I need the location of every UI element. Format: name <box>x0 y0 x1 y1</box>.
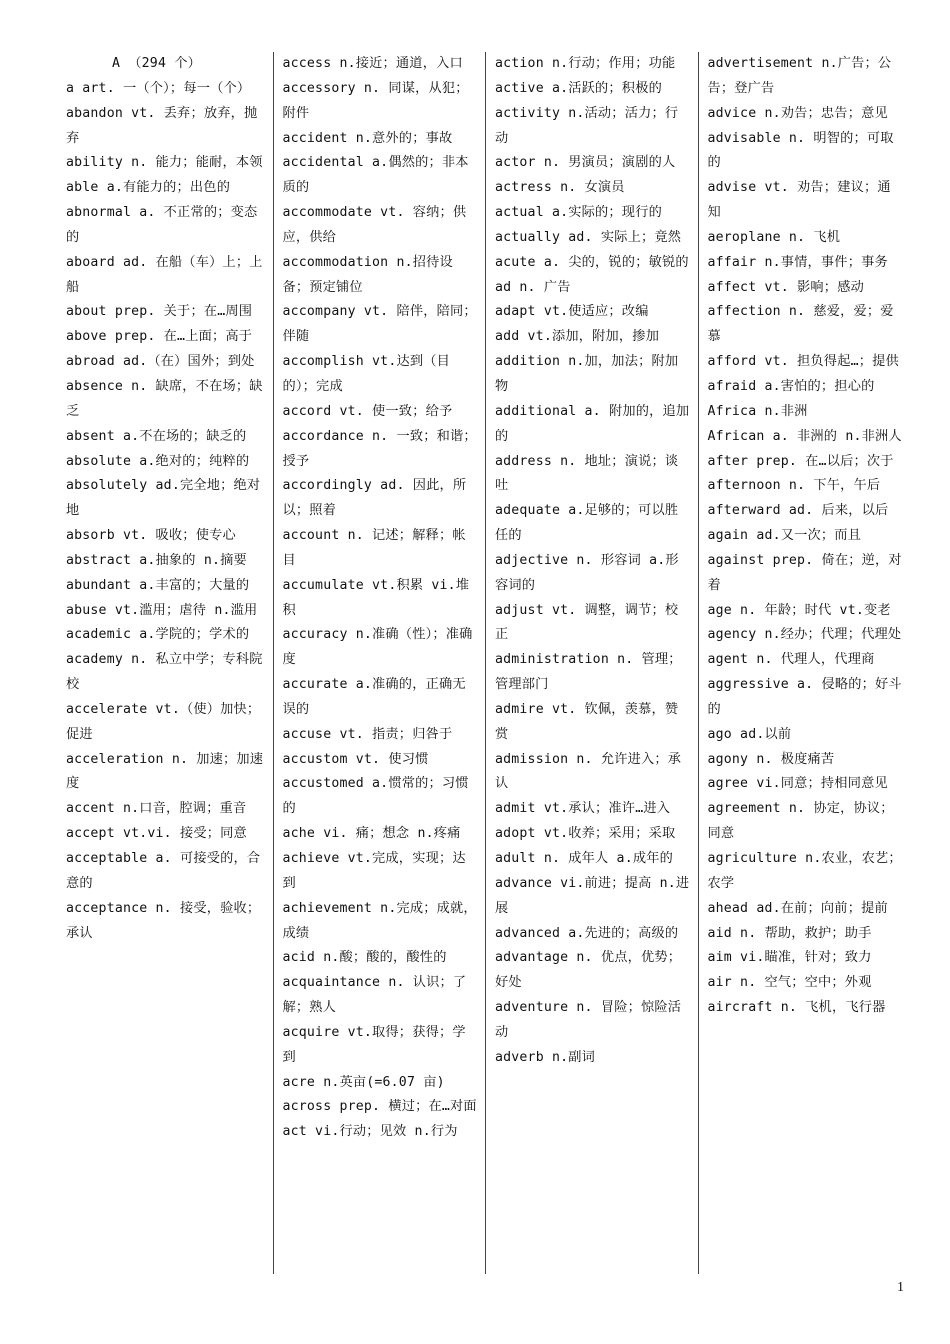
vocab-entry: add vt.添加，附加，掺加 <box>495 329 660 345</box>
vocab-entry: admit vt.承认；准许…进入 <box>495 801 671 817</box>
vocab-entry: additional a. 附加的，追加的 <box>495 403 690 444</box>
vocab-entry: advise vt. 劝告；建议；通知 <box>707 180 891 221</box>
vocab-entry: achieve vt.完成，实现；达到 <box>282 851 466 891</box>
vocab-entry: advice n.劝告；忠告；意见 <box>707 105 888 121</box>
vocab-entry: absolutely ad.完全地；绝对地 <box>66 478 261 519</box>
vocab-entry: achievement n.完成；成就，成绩 <box>282 900 477 941</box>
vocab-entry: accept vt.vi. 接受；同意 <box>66 826 247 842</box>
vocab-entry: across prep. 横过；在…对面 <box>282 1099 477 1115</box>
vocab-entry: aim vi.瞄准，针对；致力 <box>707 950 872 966</box>
vocab-entry: ability n. 能力；能耐，本领 <box>66 155 263 171</box>
vocab-entry: address n. 地址；演说；谈吐 <box>495 453 679 494</box>
vocab-entry: afternoon n. 下午，午后 <box>707 478 881 494</box>
page-number: 1 <box>897 1280 904 1295</box>
vocab-entry: addition n.加，加法；附加物 <box>495 354 679 394</box>
vocab-entry: active a.活跃的；积极的 <box>495 80 662 96</box>
vocab-entry: agent n. 代理人，代理商 <box>707 652 875 668</box>
vocab-entry: accompany vt. 陪伴，陪同；伴随 <box>282 304 477 345</box>
vocab-entry: accidental a.偶然的；非本质的 <box>282 155 469 196</box>
vocab-entry: absorb vt. 吸收；使专心 <box>66 528 236 544</box>
vocab-entry: accordance n. 一致；和谐；授予 <box>282 428 477 469</box>
vocab-entry: admission n. 允许进入；承认 <box>495 751 682 792</box>
vocab-entry: after prep. 在…以后；次于 <box>707 453 894 469</box>
vocab-entry: abstract a.抽象的 n.摘要 <box>66 552 247 568</box>
dictionary-page <box>60 52 910 1274</box>
vocab-entry: able a.有能力的；出色的 <box>66 180 231 196</box>
vocab-entry: accordingly ad. 因此，所以；照着 <box>282 478 467 519</box>
vocab-entry: abundant a.丰富的；大量的 <box>66 577 250 593</box>
vocab-entry: adapt vt.使适应；改编 <box>495 304 649 320</box>
vocab-entry: action n.行动；作用；功能 <box>495 56 676 71</box>
vocab-entry: affection n. 慈爱，爱；爱慕 <box>707 304 894 345</box>
vocab-entry: accent n.口音，腔调；重音 <box>66 801 247 817</box>
vocab-entry: abnormal a. 不正常的；变态的 <box>66 205 258 245</box>
vocab-entry: account n. 记述；解释；帐目 <box>282 528 466 568</box>
vocab-entry: accord vt. 使一致；给予 <box>282 403 453 419</box>
vocab-entry: agriculture n.农业，农艺；农学 <box>707 851 902 891</box>
vocab-entry: acquire vt.取得；获得；学到 <box>282 1024 466 1065</box>
vocab-entry: ago ad.以前 <box>707 726 792 742</box>
column-1 <box>60 52 273 1274</box>
vocab-entry: affair n.事情，事件；事务 <box>707 254 888 270</box>
vocab-entry: a art. 一（个）；每一（个） <box>66 80 251 96</box>
vocab-entry: advance vi.前进；提高 n.进展 <box>495 875 690 916</box>
vocab-entry: accomplish vt.达到（目的）；完成 <box>282 354 451 394</box>
vocab-entry: acre n.英亩(=6.07 亩) <box>282 1074 445 1090</box>
vocab-entry: about prep. 关于；在…周围 <box>66 304 253 320</box>
vocab-entry: advisable n. 明智的；可取的 <box>707 130 894 171</box>
vocab-entry: aeroplane n. 飞机 <box>707 229 841 245</box>
vocab-entry: age n. 年龄；时代 vt.变老 <box>707 602 891 618</box>
vocab-entry: afterward ad. 后来，以后 <box>707 503 889 519</box>
vocab-entry: acceptance n. 接受，验收；承认 <box>66 900 261 941</box>
vocab-entry: abroad ad.（在）国外；到处 <box>66 354 255 370</box>
vocab-entry: acid n.酸；酸的，酸性的 <box>282 950 447 966</box>
vocab-entry: accelerate vt.（使）加快；促进 <box>66 701 261 742</box>
vocab-entry: aircraft n. 飞机，飞行器 <box>707 1000 886 1016</box>
vocab-entry: acceptable a. 可接受的，合意的 <box>66 851 261 891</box>
vocab-entry: adequate a.足够的；可以胜任的 <box>495 503 679 544</box>
column-2 <box>273 52 486 1274</box>
vocab-entry: afford vt. 担负得起…；提供 <box>707 354 899 370</box>
vocab-entry: actually ad. 实际上；竟然 <box>495 229 682 245</box>
vocab-entry: actor n. 男演员；演剧的人 <box>495 155 676 171</box>
vocab-entry: advantage n. 优点，优势；好处 <box>495 950 682 991</box>
vocab-entry: accurate a.准确的，正确无误的 <box>282 677 466 717</box>
vocab-entry: academy n. 私立中学；专科院校 <box>66 652 263 693</box>
section-heading: A （294 个） <box>112 56 201 71</box>
vocab-entry: adventure n. 冒险；惊险活动 <box>495 1000 682 1040</box>
column-4 <box>698 52 911 1274</box>
vocab-entry: admire vt. 钦佩，羡慕，赞赏 <box>495 701 679 742</box>
vocab-entry: absent a.不在场的；缺乏的 <box>66 428 247 444</box>
vocab-entry: adopt vt.收养；采用；采取 <box>495 826 676 842</box>
vocab-entry: acceleration n. 加速；加速度 <box>66 751 264 792</box>
vocab-entry: activity n.活动；活力；行动 <box>495 105 679 146</box>
vocab-entry: ache vi. 痛；想念 n.疼痛 <box>282 826 461 842</box>
vocab-entry: again ad.又一次；而且 <box>707 528 862 544</box>
vocab-entry: affect vt. 影响；感动 <box>707 279 864 295</box>
vocab-entry: agree vi.同意；持相同意见 <box>707 776 888 792</box>
vocab-entry: abuse vt.滥用；虐待 n.滥用 <box>66 602 258 618</box>
vocab-entry: academic a.学院的；学术的 <box>66 627 250 643</box>
vocab-entry: agency n.经办；代理；代理处 <box>707 627 902 643</box>
vocab-entry: accommodate vt. 容纳；供应，供给 <box>282 205 467 245</box>
vocab-entry: administration n. 管理；管理部门 <box>495 652 682 693</box>
vocab-entry: access n.接近；通道，入口 <box>282 56 463 71</box>
vocab-entry: Africa n.非洲 <box>707 403 808 419</box>
vocab-entry: absolute a.绝对的；纯粹的 <box>66 453 250 469</box>
vocab-entry: above prep. 在…上面；高于 <box>66 329 253 345</box>
vocab-entry: accumulate vt.积累 vi.堆积 <box>282 577 470 618</box>
vocab-entry: accessory n. 同谋，从犯；附件 <box>282 80 469 121</box>
vocab-entry: adjust vt. 调整，调节；校正 <box>495 602 679 643</box>
vocab-entry: air n. 空气；空中；外观 <box>707 975 872 991</box>
vocab-entry: acute a. 尖的，锐的；敏锐的 <box>495 254 689 270</box>
vocab-entry: aid n. 帮助，救护；助手 <box>707 925 872 941</box>
vocab-entry: absence n. 缺席，不在场；缺乏 <box>66 378 263 419</box>
vocab-entry: accident n.意外的；事故 <box>282 130 453 146</box>
vocab-entry: adverb n.副词 <box>495 1049 596 1065</box>
vocab-entry: accuse vt. 指责；归咎于 <box>282 726 453 742</box>
column-3 <box>485 52 698 1274</box>
vocab-entry: actress n. 女演员 <box>495 180 625 196</box>
vocab-entry: adjective n. 形容词 a.形容词的 <box>495 552 679 593</box>
vocab-entry: abandon vt. 丢弃；放弃，抛弃 <box>66 105 258 146</box>
vocab-entry: agreement n. 协定，协议；同意 <box>707 801 894 842</box>
vocab-entry: act vi.行动；见效 n.行为 <box>282 1124 458 1140</box>
vocab-entry: accustomed a.惯常的；习惯的 <box>282 776 469 817</box>
vocab-entry: afraid a.害怕的；担心的 <box>707 378 875 394</box>
vocab-entry: accuracy n.准确（性）；准确度 <box>282 627 473 668</box>
vocab-entry: ad n. 广告 <box>495 279 571 295</box>
vocab-entry: advanced a.先进的；高级的 <box>495 925 679 941</box>
vocab-entry: aggressive a. 侵略的；好斗的 <box>707 677 902 717</box>
vocab-entry: adult n. 成年人 a.成年的 <box>495 851 673 866</box>
vocab-entry: ahead ad.在前；向前；提前 <box>707 900 888 916</box>
vocab-entry: aboard ad. 在船（车）上；上船 <box>66 254 263 295</box>
vocab-entry: accustom vt. 使习惯 <box>282 751 429 767</box>
vocab-entry: actual a.实际的；现行的 <box>495 205 662 221</box>
vocab-entry: against prep. 倚在；逆，对着 <box>707 552 902 593</box>
vocab-entry: African a. 非洲的 n.非洲人 <box>707 428 902 444</box>
vocab-entry: acquaintance n. 认识；了解；熟人 <box>282 975 467 1016</box>
vocab-entry: advertisement n.广告；公告；登广告 <box>707 56 892 96</box>
vocab-entry: agony n. 极度痛苦 <box>707 751 835 767</box>
vocab-entry: accommodation n.招待设备；预定铺位 <box>282 254 453 295</box>
